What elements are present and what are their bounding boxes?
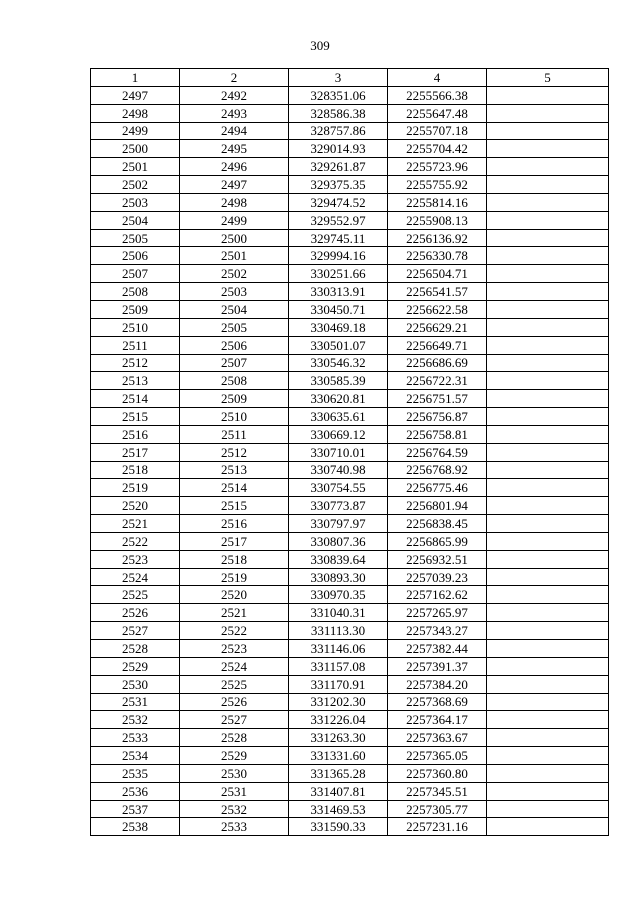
table-cell: 331157.08: [289, 657, 388, 675]
table-cell: 2515: [91, 408, 180, 426]
table-cell: [487, 443, 609, 461]
table-row: [91, 479, 609, 497]
table-cell: 2521: [180, 604, 289, 622]
table-cell: 2500: [180, 229, 289, 247]
table-cell: 331170.91: [289, 675, 388, 693]
table-cell: [487, 390, 609, 408]
table-cell: 2511: [180, 425, 289, 443]
table-row: [91, 390, 609, 408]
table-cell: 331469.53: [289, 800, 388, 818]
table-cell: 331331.60: [289, 747, 388, 765]
column-header: 3: [289, 69, 388, 87]
table-body: [91, 86, 609, 835]
table-cell: 2525: [91, 586, 180, 604]
table-cell: 331113.30: [289, 622, 388, 640]
table-cell: [487, 622, 609, 640]
table-cell: 2513: [91, 372, 180, 390]
table-cell: 331590.33: [289, 818, 388, 836]
table-cell: 2522: [180, 622, 289, 640]
table-cell: 2531: [180, 782, 289, 800]
table-cell: 2506: [180, 336, 289, 354]
table-cell: 2257039.23: [388, 568, 487, 586]
table-row: [91, 747, 609, 765]
table-cell: 2256622.58: [388, 300, 487, 318]
table-cell: 2255566.38: [388, 86, 487, 104]
table-cell: [487, 657, 609, 675]
table-cell: 331365.28: [289, 764, 388, 782]
table-cell: 2530: [180, 764, 289, 782]
table-cell: 2256768.92: [388, 461, 487, 479]
table-cell: [487, 86, 609, 104]
table-cell: 2516: [91, 425, 180, 443]
page-number: 309: [310, 38, 330, 53]
table-row: [91, 818, 609, 836]
table-cell: 2512: [91, 354, 180, 372]
table-cell: 2515: [180, 497, 289, 515]
table-cell: 2514: [91, 390, 180, 408]
table-cell: 2517: [180, 532, 289, 550]
table-cell: 330251.66: [289, 265, 388, 283]
table-cell: 2256764.59: [388, 443, 487, 461]
table-cell: 2499: [180, 211, 289, 229]
table-cell: 2516: [180, 515, 289, 533]
table-cell: [487, 497, 609, 515]
table-row: [91, 568, 609, 586]
table-cell: 2256775.46: [388, 479, 487, 497]
table-cell: 2257391.37: [388, 657, 487, 675]
table-cell: [487, 550, 609, 568]
table-cell: 2500: [91, 140, 180, 158]
table-cell: 2533: [91, 729, 180, 747]
table-row: [91, 425, 609, 443]
table-cell: 2499: [91, 122, 180, 140]
table-cell: 331040.31: [289, 604, 388, 622]
table-cell: 2255755.92: [388, 176, 487, 194]
table-cell: 2255723.96: [388, 158, 487, 176]
table-cell: 2524: [91, 568, 180, 586]
column-header: 1: [91, 69, 180, 87]
table-cell: 2503: [180, 283, 289, 301]
table-cell: [487, 140, 609, 158]
table-cell: 331407.81: [289, 782, 388, 800]
table-cell: 2511: [91, 336, 180, 354]
table-cell: 329745.11: [289, 229, 388, 247]
table-header: [91, 69, 609, 87]
table-cell: 329014.93: [289, 140, 388, 158]
table-row: [91, 122, 609, 140]
table-cell: [487, 283, 609, 301]
table-row: [91, 711, 609, 729]
table-cell: 2527: [91, 622, 180, 640]
table-cell: 329261.87: [289, 158, 388, 176]
column-header: 2: [180, 69, 289, 87]
table-cell: 331263.30: [289, 729, 388, 747]
table-cell: [487, 568, 609, 586]
table-cell: 330669.12: [289, 425, 388, 443]
table-cell: 2518: [180, 550, 289, 568]
table-cell: 330585.39: [289, 372, 388, 390]
table-cell: 2523: [180, 640, 289, 658]
table-cell: 2504: [180, 300, 289, 318]
table-cell: [487, 800, 609, 818]
table-cell: 2508: [91, 283, 180, 301]
table-cell: 328757.86: [289, 122, 388, 140]
table-cell: 2519: [91, 479, 180, 497]
table-row: [91, 550, 609, 568]
table-cell: [487, 211, 609, 229]
table-cell: 2537: [91, 800, 180, 818]
table-cell: 2255814.16: [388, 193, 487, 211]
table-cell: 2508: [180, 372, 289, 390]
table-cell: 2535: [91, 764, 180, 782]
table-row: [91, 532, 609, 550]
table-cell: 2514: [180, 479, 289, 497]
table-cell: 330970.35: [289, 586, 388, 604]
table-cell: 2255908.13: [388, 211, 487, 229]
table-cell: 2255647.48: [388, 104, 487, 122]
table-cell: 2526: [91, 604, 180, 622]
table-cell: [487, 193, 609, 211]
table-cell: 330710.01: [289, 443, 388, 461]
table-row: [91, 86, 609, 104]
table-row: [91, 443, 609, 461]
table-row: [91, 764, 609, 782]
table-cell: [487, 354, 609, 372]
table-cell: 330893.30: [289, 568, 388, 586]
table-cell: 331146.06: [289, 640, 388, 658]
table-row: [91, 675, 609, 693]
table-cell: 2519: [180, 568, 289, 586]
table-cell: 2257343.27: [388, 622, 487, 640]
table-cell: 329994.16: [289, 247, 388, 265]
table-cell: 2528: [180, 729, 289, 747]
table-row: [91, 640, 609, 658]
table-cell: 2496: [180, 158, 289, 176]
table-cell: [487, 104, 609, 122]
table-cell: 2522: [91, 532, 180, 550]
table-cell: 329375.35: [289, 176, 388, 194]
table-row: [91, 497, 609, 515]
table-cell: 2498: [91, 104, 180, 122]
table-cell: 2505: [91, 229, 180, 247]
table-cell: 2520: [180, 586, 289, 604]
table-cell: 2257265.97: [388, 604, 487, 622]
table-cell: 2256629.21: [388, 318, 487, 336]
table-cell: 2509: [91, 300, 180, 318]
table-cell: 2531: [91, 693, 180, 711]
table-cell: 2494: [180, 122, 289, 140]
table-row: [91, 800, 609, 818]
table-cell: [487, 764, 609, 782]
table-cell: [487, 318, 609, 336]
table-cell: 2256758.81: [388, 425, 487, 443]
table-cell: 2256686.69: [388, 354, 487, 372]
table-cell: 2502: [91, 176, 180, 194]
table-row: [91, 408, 609, 426]
coordinates-table: [90, 68, 609, 836]
table-cell: [487, 176, 609, 194]
table-cell: 331202.30: [289, 693, 388, 711]
table-cell: 2256722.31: [388, 372, 487, 390]
table-cell: 330469.18: [289, 318, 388, 336]
table-cell: 330773.87: [289, 497, 388, 515]
table-cell: 2506: [91, 247, 180, 265]
table-cell: 2256541.57: [388, 283, 487, 301]
table-cell: 328351.06: [289, 86, 388, 104]
column-header: 5: [487, 69, 609, 87]
table-cell: 330797.97: [289, 515, 388, 533]
table-row: [91, 586, 609, 604]
table-cell: 2492: [180, 86, 289, 104]
table-row: [91, 158, 609, 176]
table-cell: 2523: [91, 550, 180, 568]
table-cell: 2256756.87: [388, 408, 487, 426]
table-cell: 2256330.78: [388, 247, 487, 265]
table-row: [91, 336, 609, 354]
table-row: [91, 729, 609, 747]
table-cell: 2257345.51: [388, 782, 487, 800]
table-row: [91, 372, 609, 390]
table-cell: [487, 729, 609, 747]
table-cell: 2504: [91, 211, 180, 229]
table-row: [91, 247, 609, 265]
table-row: [91, 140, 609, 158]
table-cell: 2256932.51: [388, 550, 487, 568]
table-row: [91, 300, 609, 318]
table-cell: 2255707.18: [388, 122, 487, 140]
table-cell: [487, 229, 609, 247]
table-row: [91, 461, 609, 479]
table-cell: 328586.38: [289, 104, 388, 122]
table-cell: 2518: [91, 461, 180, 479]
table-cell: [487, 711, 609, 729]
table-cell: [487, 747, 609, 765]
table-cell: [487, 461, 609, 479]
table-cell: 2493: [180, 104, 289, 122]
table-cell: 2509: [180, 390, 289, 408]
table-row: [91, 211, 609, 229]
table-row: [91, 283, 609, 301]
table-cell: 2505: [180, 318, 289, 336]
table-cell: 2257231.16: [388, 818, 487, 836]
table-cell: [487, 479, 609, 497]
table-cell: [487, 675, 609, 693]
table-cell: [487, 247, 609, 265]
table-cell: 2529: [91, 657, 180, 675]
table-row: [91, 354, 609, 372]
table-cell: 2534: [91, 747, 180, 765]
table-row: [91, 229, 609, 247]
table-cell: 330546.32: [289, 354, 388, 372]
table-cell: [487, 532, 609, 550]
table-cell: [487, 300, 609, 318]
table-row: [91, 693, 609, 711]
table-cell: 2256801.94: [388, 497, 487, 515]
table-row: [91, 782, 609, 800]
table-row: [91, 622, 609, 640]
table-cell: 2257382.44: [388, 640, 487, 658]
table-cell: 330635.61: [289, 408, 388, 426]
table-cell: [487, 782, 609, 800]
table-cell: 2512: [180, 443, 289, 461]
table-cell: 330501.07: [289, 336, 388, 354]
table-cell: 2256751.57: [388, 390, 487, 408]
table-cell: 2257384.20: [388, 675, 487, 693]
table-cell: [487, 586, 609, 604]
table-cell: 2257162.62: [388, 586, 487, 604]
table-cell: 2527: [180, 711, 289, 729]
table-cell: 2532: [91, 711, 180, 729]
table-cell: 2497: [180, 176, 289, 194]
table-cell: 2501: [180, 247, 289, 265]
table-cell: 2510: [91, 318, 180, 336]
table-cell: 2256136.92: [388, 229, 487, 247]
table-cell: 2533: [180, 818, 289, 836]
column-header: 4: [388, 69, 487, 87]
table-cell: 2520: [91, 497, 180, 515]
table-cell: 329552.97: [289, 211, 388, 229]
table-cell: 2502: [180, 265, 289, 283]
table-cell: 2530: [91, 675, 180, 693]
table-cell: 2497: [91, 86, 180, 104]
table-cell: [487, 515, 609, 533]
table-cell: 2529: [180, 747, 289, 765]
table-row: [91, 657, 609, 675]
table-cell: 2513: [180, 461, 289, 479]
table-cell: 330313.91: [289, 283, 388, 301]
table-cell: [487, 818, 609, 836]
table-cell: 2517: [91, 443, 180, 461]
table-cell: 2257363.67: [388, 729, 487, 747]
table-cell: 2257360.80: [388, 764, 487, 782]
table-cell: 330740.98: [289, 461, 388, 479]
table-cell: 330807.36: [289, 532, 388, 550]
table-cell: 330450.71: [289, 300, 388, 318]
table-cell: [487, 158, 609, 176]
table-cell: [487, 265, 609, 283]
table-cell: 2525: [180, 675, 289, 693]
table-row: [91, 318, 609, 336]
table-cell: 2255704.42: [388, 140, 487, 158]
table-cell: 2503: [91, 193, 180, 211]
table-cell: 2528: [91, 640, 180, 658]
table-row: [91, 604, 609, 622]
table-cell: [487, 604, 609, 622]
header-row: [91, 69, 609, 87]
table-cell: 2495: [180, 140, 289, 158]
table-cell: 2536: [91, 782, 180, 800]
table-cell: [487, 425, 609, 443]
table-cell: [487, 640, 609, 658]
table-cell: 2256838.45: [388, 515, 487, 533]
table-cell: 2507: [91, 265, 180, 283]
table-cell: 331226.04: [289, 711, 388, 729]
table-cell: 2257305.77: [388, 800, 487, 818]
table-cell: 2257364.17: [388, 711, 487, 729]
table-row: [91, 515, 609, 533]
table-cell: 2524: [180, 657, 289, 675]
table-cell: 329474.52: [289, 193, 388, 211]
table-cell: 330839.64: [289, 550, 388, 568]
table-cell: 2498: [180, 193, 289, 211]
table-cell: 2532: [180, 800, 289, 818]
table-cell: 2501: [91, 158, 180, 176]
table-cell: 330620.81: [289, 390, 388, 408]
table-cell: 2538: [91, 818, 180, 836]
table-cell: [487, 408, 609, 426]
table-cell: 2526: [180, 693, 289, 711]
table-cell: [487, 122, 609, 140]
table-row: [91, 265, 609, 283]
table-cell: 2510: [180, 408, 289, 426]
table-cell: 2256865.99: [388, 532, 487, 550]
table-cell: 330754.55: [289, 479, 388, 497]
table-row: [91, 176, 609, 194]
table-cell: 2521: [91, 515, 180, 533]
table-cell: 2257368.69: [388, 693, 487, 711]
table-cell: 2257365.05: [388, 747, 487, 765]
table-cell: 2507: [180, 354, 289, 372]
table-cell: [487, 336, 609, 354]
table-row: [91, 104, 609, 122]
table-row: [91, 193, 609, 211]
table-cell: 2256504.71: [388, 265, 487, 283]
table-cell: [487, 693, 609, 711]
table-cell: 2256649.71: [388, 336, 487, 354]
table-cell: [487, 372, 609, 390]
